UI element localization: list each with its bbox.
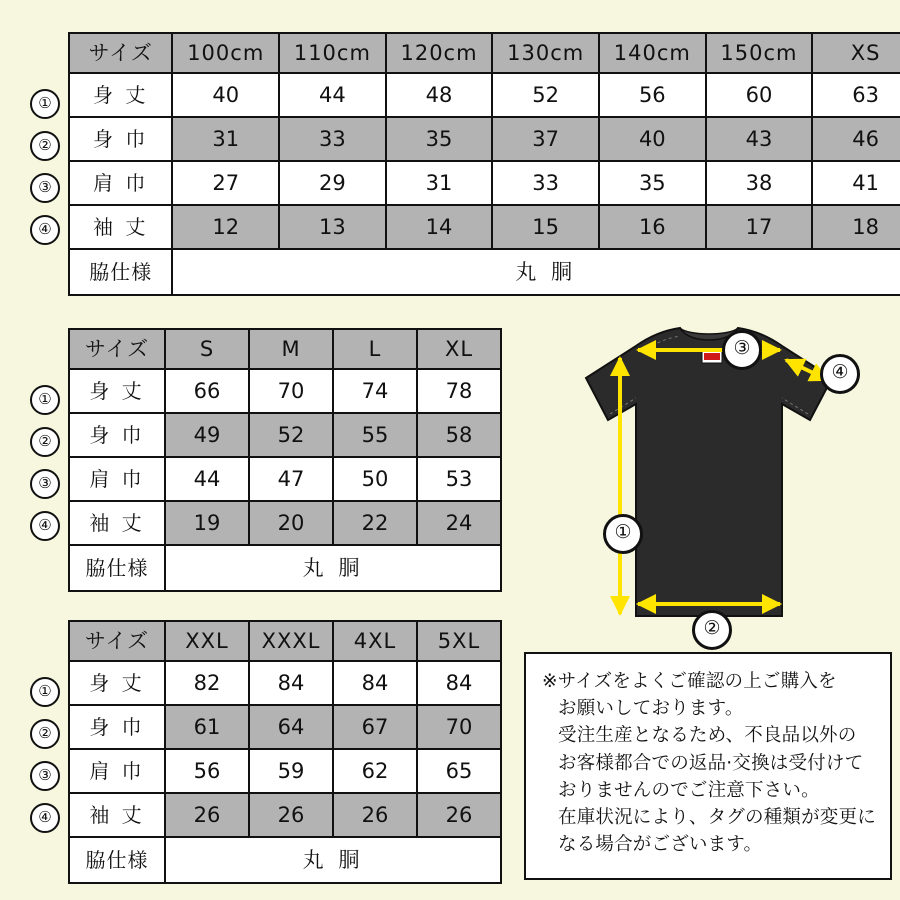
table-header-row: [69, 33, 900, 73]
table-row: [69, 705, 501, 749]
row-marker-body-width: ②: [30, 131, 60, 161]
table-cell: 67: [333, 705, 417, 749]
table-cell: 37: [492, 117, 599, 161]
table-header-cell: M: [249, 329, 333, 369]
table-cell: 74: [333, 369, 417, 413]
table-cell: 44: [165, 457, 249, 501]
table-cell: 84: [249, 661, 333, 705]
table-cell: 26: [249, 793, 333, 837]
table-header-cell: サイズ: [69, 621, 165, 661]
table-cell: 41: [812, 161, 900, 205]
table-cell: 33: [492, 161, 599, 205]
row-marker-sleeve-length: ④: [30, 803, 60, 833]
table-header-cell: S: [165, 329, 249, 369]
notice-line: おりませんのでご注意下さい。: [558, 779, 820, 801]
table-spec-row: [69, 249, 900, 295]
spec-label: 脇仕様: [69, 249, 172, 295]
table-row: [69, 457, 501, 501]
row-marker-body-length: ①: [30, 385, 60, 415]
table-cell: 26: [333, 793, 417, 837]
notice-line: お願いしております。: [558, 698, 744, 720]
row-marker-shoulder-width: ③: [30, 173, 60, 203]
table-header-cell: 120cm: [386, 33, 493, 73]
table-cell: 12: [172, 205, 279, 249]
table-row: [69, 73, 900, 117]
table-cell: 64: [249, 705, 333, 749]
row-marker-body-length: ①: [30, 89, 60, 119]
table-cell: 31: [172, 117, 279, 161]
row-label: 身 丈: [69, 661, 165, 705]
table-header-cell: XXL: [165, 621, 249, 661]
tshirt-diagram: [524, 316, 894, 646]
table-cell: 18: [812, 205, 900, 249]
shirt-body: [586, 328, 832, 616]
table-cell: 84: [333, 661, 417, 705]
table-row: [69, 413, 501, 457]
row-label: 身 巾: [69, 117, 172, 161]
row-marker-shoulder-width: ③: [30, 469, 60, 499]
row-marker-shoulder-width: ③: [30, 761, 60, 791]
table-cell: 26: [165, 793, 249, 837]
table-cell: 63: [812, 73, 900, 117]
table-row: [69, 161, 900, 205]
table-cell: 14: [386, 205, 493, 249]
table-row: [69, 793, 501, 837]
table-cell: 62: [333, 749, 417, 793]
table-header-cell: L: [333, 329, 417, 369]
table-header-cell: 5XL: [417, 621, 501, 661]
size-table-kids: [68, 32, 900, 296]
table-header-cell: 4XL: [333, 621, 417, 661]
row-label: 袖 丈: [69, 793, 165, 837]
spec-value: 丸 胴: [165, 545, 501, 591]
notice-line: なる場合がございます。: [558, 834, 763, 856]
diagram-marker-shoulder-width: ③: [722, 330, 762, 370]
table-cell: 20: [249, 501, 333, 545]
table-cell: 33: [279, 117, 386, 161]
table-cell: 70: [249, 369, 333, 413]
table-cell: 40: [599, 117, 706, 161]
table-cell: 61: [165, 705, 249, 749]
table-cell: 35: [599, 161, 706, 205]
table-header-cell: サイズ: [69, 329, 165, 369]
table-header-row: [69, 329, 501, 369]
table-header-cell: サイズ: [69, 33, 172, 73]
table-cell: 22: [333, 501, 417, 545]
table-cell: 15: [492, 205, 599, 249]
table-cell: 47: [249, 457, 333, 501]
table-cell: 82: [165, 661, 249, 705]
spec-label: 脇仕様: [69, 837, 165, 883]
table-cell: 26: [417, 793, 501, 837]
table-cell: 56: [165, 749, 249, 793]
table-header-cell: 100cm: [172, 33, 279, 73]
table-row: [69, 205, 900, 249]
table-cell: 16: [599, 205, 706, 249]
table-cell: 40: [172, 73, 279, 117]
spec-label: 脇仕様: [69, 545, 165, 591]
table-cell: 52: [492, 73, 599, 117]
table-cell: 48: [386, 73, 493, 117]
table-header-cell: 130cm: [492, 33, 599, 73]
row-marker-sleeve-length: ④: [30, 511, 60, 541]
row-label: 身 巾: [69, 413, 165, 457]
table-header-cell: 140cm: [599, 33, 706, 73]
table-cell: 59: [249, 749, 333, 793]
row-label: 肩 巾: [69, 161, 172, 205]
table-header-cell: XL: [417, 329, 501, 369]
table-cell: 84: [417, 661, 501, 705]
table-cell: 65: [417, 749, 501, 793]
table-spec-row: [69, 837, 501, 883]
table-cell: 27: [172, 161, 279, 205]
purchase-notice: [524, 652, 892, 880]
table-header-cell: 110cm: [279, 33, 386, 73]
notice-line: 在庫状況により、タグの種類が変更に: [558, 806, 876, 828]
table-cell: 24: [417, 501, 501, 545]
size-table-big: [68, 620, 502, 884]
table-cell: 19: [165, 501, 249, 545]
diagram-marker-sleeve-length: ④: [820, 354, 860, 394]
table-cell: 52: [249, 413, 333, 457]
row-marker-body-length: ①: [30, 677, 60, 707]
diagram-marker-body-length: ①: [603, 514, 643, 554]
table-cell: 43: [706, 117, 813, 161]
table-cell: 29: [279, 161, 386, 205]
table-cell: 50: [333, 457, 417, 501]
row-marker-body-width: ②: [30, 719, 60, 749]
spec-value: 丸 胴: [172, 249, 900, 295]
brand-tag-mark: [704, 353, 720, 360]
table-header-cell: XXXL: [249, 621, 333, 661]
table-cell: 66: [165, 369, 249, 413]
notice-line: ※サイズをよくご確認の上ご購入を: [542, 671, 837, 692]
table-cell: 49: [165, 413, 249, 457]
table-cell: 31: [386, 161, 493, 205]
row-marker-body-width: ②: [30, 427, 60, 457]
size-table-adult: [68, 328, 502, 592]
table-cell: 60: [706, 73, 813, 117]
table-header-row: [69, 621, 501, 661]
table-cell: 17: [706, 205, 813, 249]
row-label: 袖 丈: [69, 501, 165, 545]
table-cell: 13: [279, 205, 386, 249]
table-cell: 38: [706, 161, 813, 205]
table-cell: 56: [599, 73, 706, 117]
table-cell: 44: [279, 73, 386, 117]
table-row: [69, 749, 501, 793]
table-cell: 55: [333, 413, 417, 457]
table-cell: 53: [417, 457, 501, 501]
table-row: [69, 661, 501, 705]
row-label: 肩 巾: [69, 457, 165, 501]
table-header-cell: 150cm: [706, 33, 813, 73]
row-label: 身 巾: [69, 705, 165, 749]
table-row: [69, 369, 501, 413]
row-marker-sleeve-length: ④: [30, 215, 60, 245]
notice-line: 受注生産となるため、不良品以外の: [558, 725, 857, 747]
notice-line: お客様都合での返品·交換は受付けて: [558, 752, 864, 774]
table-header-cell: XS: [812, 33, 900, 73]
table-spec-row: [69, 545, 501, 591]
row-label: 袖 丈: [69, 205, 172, 249]
row-label: 身 丈: [69, 73, 172, 117]
table-cell: 78: [417, 369, 501, 413]
row-label: 肩 巾: [69, 749, 165, 793]
row-label: 身 丈: [69, 369, 165, 413]
table-cell: 35: [386, 117, 493, 161]
diagram-marker-body-width: ②: [692, 610, 732, 650]
table-cell: 70: [417, 705, 501, 749]
table-cell: 46: [812, 117, 900, 161]
table-cell: 58: [417, 413, 501, 457]
table-row: [69, 117, 900, 161]
spec-value: 丸 胴: [165, 837, 501, 883]
table-row: [69, 501, 501, 545]
